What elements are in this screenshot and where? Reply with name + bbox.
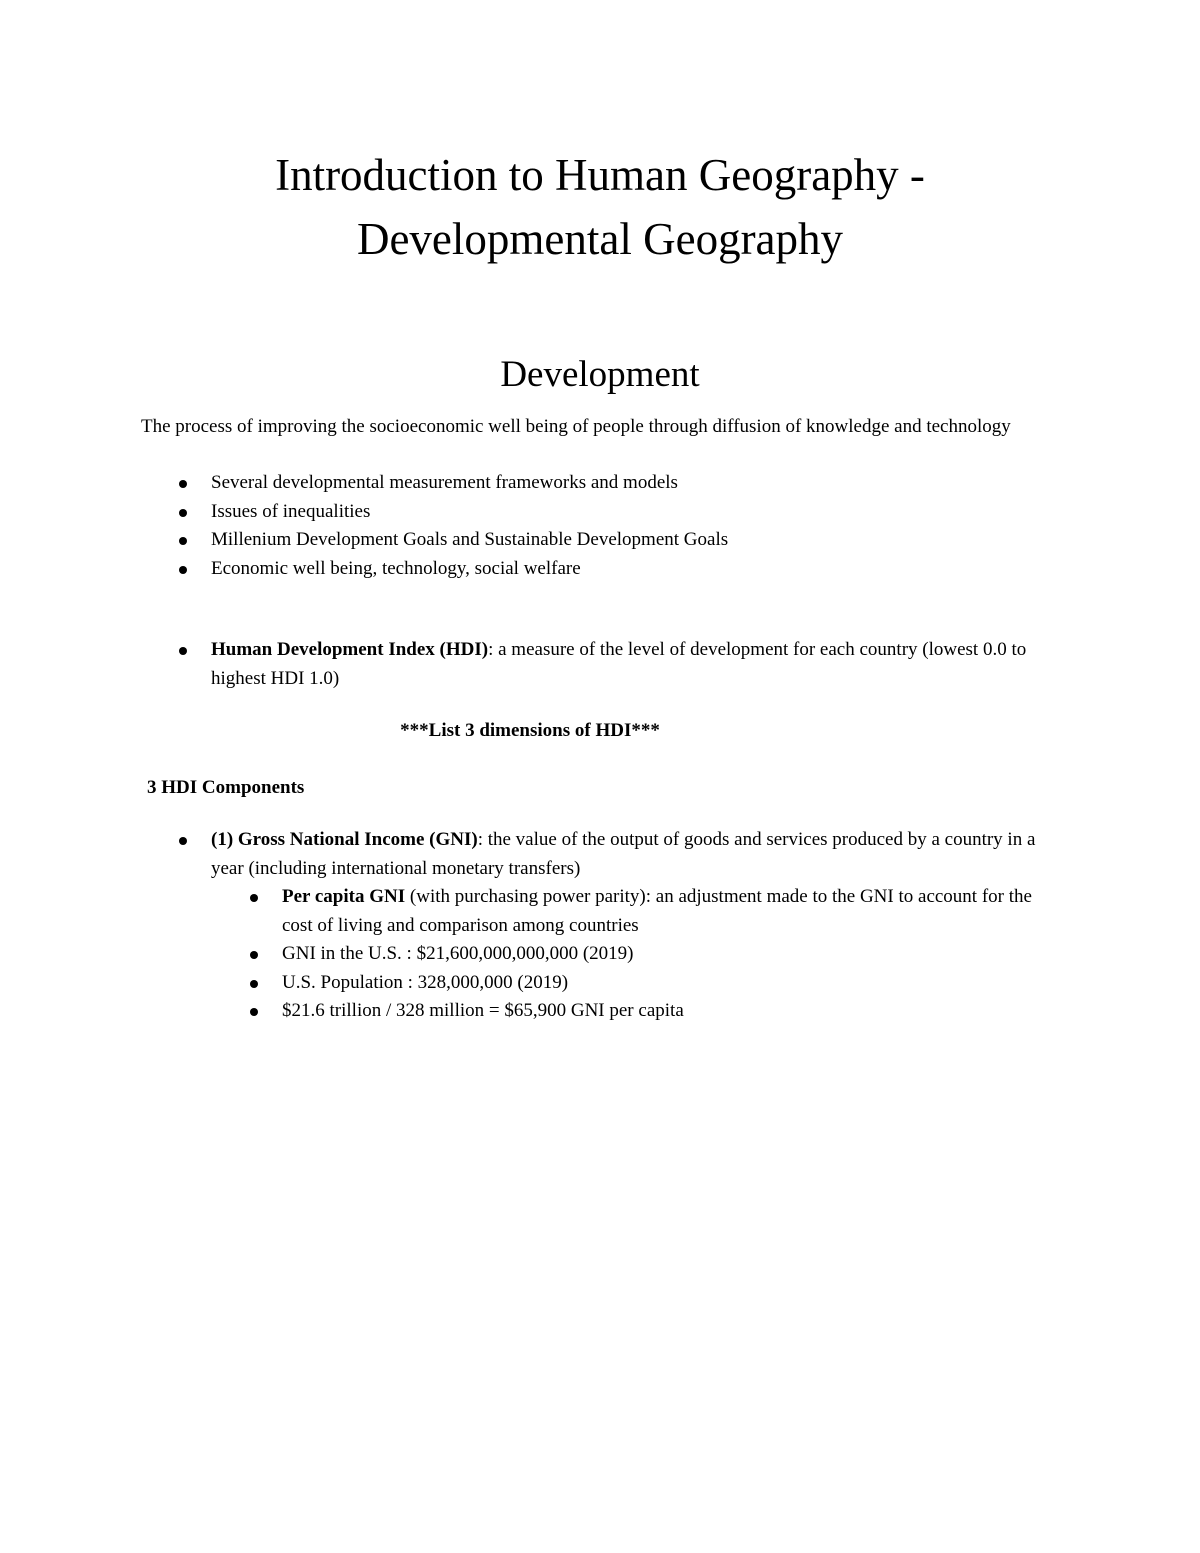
title-line-2: Developmental Geography	[356, 214, 844, 264]
hdi-dimensions-note: ***List 3 dimensions of HDI***	[400, 720, 660, 741]
list-item: $21.6 trillion / 328 million = $65,900 GNI per capita	[282, 997, 1052, 1026]
intro-paragraph	[141, 413, 1041, 442]
development-bullet-list	[211, 469, 1051, 583]
hdi-term: Human Development Index (HDI)	[211, 639, 489, 660]
hdi-definition: : a measure of the level of development for each country (lowest 0.0 to highest HDI 1.0)	[211, 639, 1027, 689]
hdi-bullet-list	[211, 636, 1051, 693]
gni-sub-bullet-list	[282, 883, 1052, 1026]
gni-definition: : the value of the output of goods and services produced by a country in a year (including international monetary transfers)	[211, 829, 1036, 879]
hdi-components-heading: 3 HDI Components	[147, 777, 305, 798]
per-capita-term: Per capita GNI	[282, 886, 406, 907]
list-item: Several developmental measurement frameworks and models	[211, 469, 1051, 498]
hdi-definition-item	[211, 636, 1051, 693]
list-item: GNI in the U.S. : $21,600,000,000,000 (2019)	[282, 940, 1052, 969]
section-heading-development: Development	[500, 354, 700, 395]
gni-term: (1) Gross National Income (GNI)	[211, 829, 478, 850]
intro-text: The process of improving the socioeconomic well being of people through diffusion of knowledge and technology	[141, 416, 1011, 437]
list-item: Issues of inequalities	[211, 498, 1051, 527]
per-capita-definition: (with purchasing power parity): an adjustment made to the GNI to account for the cost of living and comparison among countries	[282, 886, 1032, 936]
gni-bullet-list	[211, 826, 1051, 883]
list-item: U.S. Population : 328,000,000 (2019)	[282, 969, 1052, 998]
title-line-1: Introduction to Human Geography -	[275, 150, 925, 200]
list-item: Millenium Development Goals and Sustainable Development Goals	[211, 526, 1051, 555]
document-title	[0, 143, 1200, 271]
list-item: Economic well being, technology, social welfare	[211, 555, 1051, 584]
gni-definition-item	[211, 826, 1051, 883]
per-capita-item	[282, 883, 1052, 940]
